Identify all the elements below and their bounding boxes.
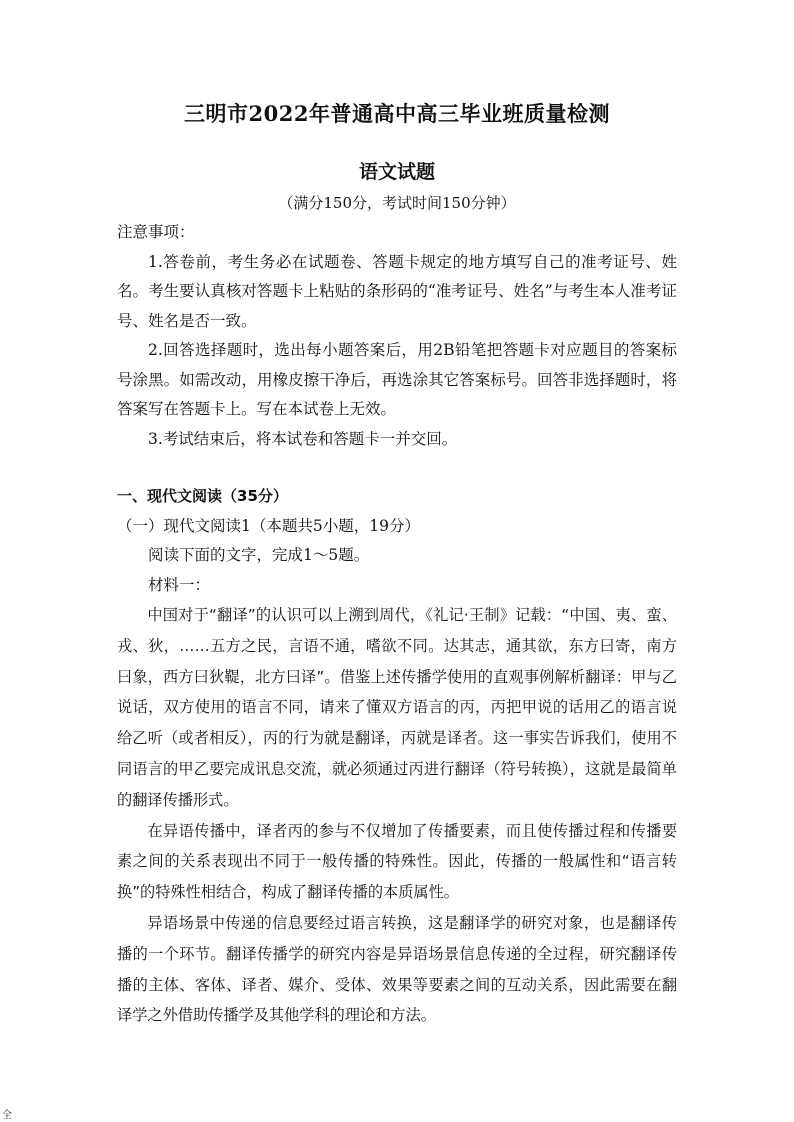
section-spacer — [117, 454, 677, 482]
material-label: 材料一： — [148, 575, 211, 594]
reading-instruction: 阅读下面的文字，完成1～5题。 — [148, 546, 370, 564]
part-heading: （一）现代文阅读1（本题共5小题，19分） — [117, 516, 420, 535]
passage-paragraph-1: 中国对于“翻译”的认识可以上溯到周代，《礼记·王制》记载：“中国、夷、蛮、戎、狄，……五方之民，言语不通，嗜欲不同。达其志，通其欲，东方曰寄，南方曰象，西方曰狄鞮，北方曰译”。借鉴上述传播学使用的直观事例解析翻译：甲与乙说话，双方使用的语言不同，请来了懂双方语言的丙，丙把甲说的话用乙的语言说给乙听（或者相反），丙的行为就是翻译，丙就是译者。这一事实告诉我们，使用不同语言的甲乙要完成讯息交流，就必须通过丙进行翻译（符号转换），这就是最简单的翻译传播形式。 — [117, 606, 677, 809]
notice-item-2: 2.回答选择题时，选出每小题答案后，用2B铅笔把答题卡对应题目的答案标号涂黑。如需改动，用橡皮擦干净后，再选涂其它答案标号。回答非选择题时，将答案写在答题卡上。写在本试卷上无效。 — [117, 341, 677, 418]
notice-item-1: 1.答卷前，考生务必在试题卷、答题卡规定的地方填写自己的准考证号、姓名。考生要认真核对答题卡上粘贴的条形码的“准考证号、姓名”与考生本人准考证号、姓名是否一致。 — [117, 252, 677, 330]
notice-title: 注意事项： — [117, 223, 195, 241]
subject-title: 语文试题 — [358, 161, 435, 183]
notice-item-3: 3.考试结束后，将本试卷和答题卡一并交回。 — [148, 429, 458, 448]
exam-title: 三明市2022年普通高中高三毕业班质量检测 — [184, 101, 610, 126]
passage-paragraph-2: 在异语传播中，译者丙的参与不仅增加了传播要素，而且使传播过程和传播要素之间的关系表现出不同于一般传播的特殊性。因此，传播的一般属性和“语言转换”的特殊性相结合，构成了翻译传播的本质属性。 — [117, 821, 677, 902]
score-time-info: （满分150分，考试时间150分钟） — [278, 194, 516, 212]
exam-content — [117, 218, 677, 1031]
section-heading: 一、现代文阅读（35分） — [117, 487, 288, 505]
footer-mark: 全 — [2, 1110, 12, 1121]
passage-paragraph-3: 异语场景中传递的信息要经过语言转换，这是翻译学的研究对象，也是翻译传播的一个环节。翻译传播学的研究内容是异语场景信息传递的全过程，研究翻译传播的主体、客体、译者、媒介、受体、效果等要素之间的互动关系，因此需要在翻译学之外借助传播学及其他学科的理论和方法。 — [117, 913, 677, 1025]
